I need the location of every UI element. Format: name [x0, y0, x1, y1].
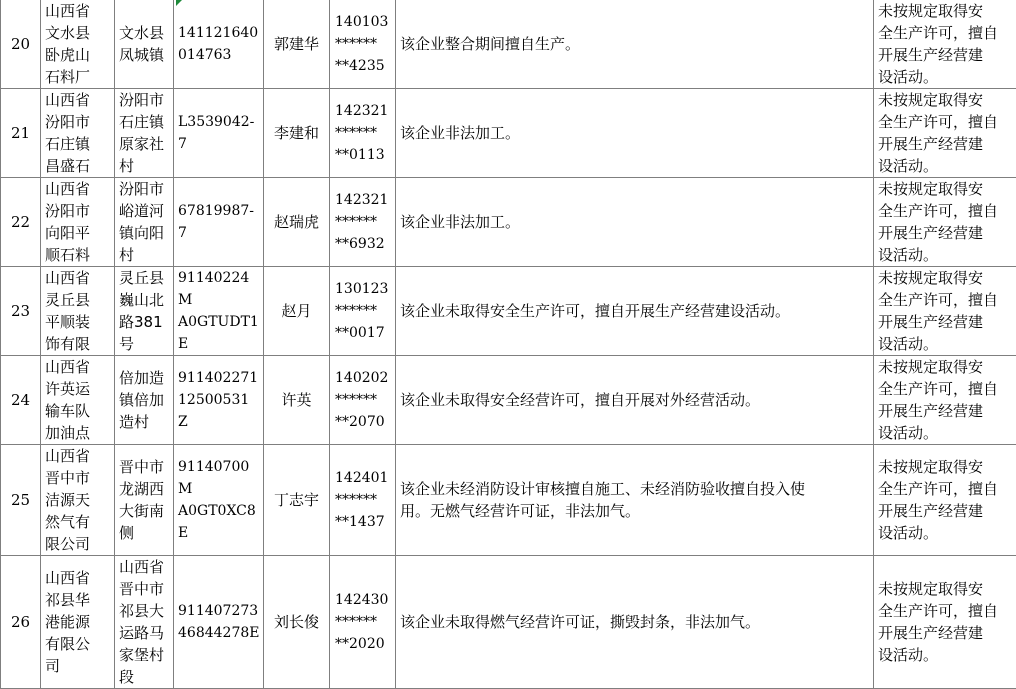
address-line: 村	[119, 244, 173, 266]
credit-code-line: 7	[178, 222, 263, 244]
row-number-cell[interactable]: 25	[1, 445, 41, 556]
violation-basis-line: 全生产许可，擅自	[878, 478, 1016, 500]
table-row	[1, 556, 1016, 689]
credit-code-line: 46844278E	[178, 622, 263, 644]
cell-comment-marker-icon	[176, 0, 182, 6]
violation-fact-cell[interactable]	[396, 178, 874, 267]
violation-basis-line: 未按规定取得安	[878, 89, 1016, 111]
address-line: 祁县大	[119, 600, 173, 622]
company-name-line: 限公司	[45, 533, 114, 555]
address-cell[interactable]	[115, 0, 174, 89]
id-number-line: **2070	[335, 411, 395, 433]
violation-basis-line: 开展生产经营建	[878, 222, 1016, 244]
address-cell[interactable]	[115, 356, 174, 445]
id-number-line: ******	[335, 489, 395, 511]
credit-code-line: L3539042-	[178, 111, 263, 133]
company-name-line: 山西省	[45, 356, 114, 378]
address-line: 镇倍加	[119, 389, 173, 411]
company-name-line: 卧虎山	[45, 44, 114, 66]
address-cell[interactable]	[115, 178, 174, 267]
company-name-cell[interactable]	[41, 267, 115, 356]
company-name-line: 许英运	[45, 378, 114, 400]
id-number-line: 130123	[335, 278, 395, 300]
id-number-line: 140202	[335, 367, 395, 389]
violation-fact-line: 该企业未经消防设计审核擅自施工、未经消防验收擅自投入使	[400, 478, 870, 500]
credit-code-cell[interactable]	[174, 556, 264, 689]
legal-person-cell[interactable]: 李建和	[264, 89, 330, 178]
credit-code-line: 7	[178, 133, 263, 155]
id-number-cell[interactable]	[330, 267, 396, 356]
address-line: 晋中市	[119, 578, 173, 600]
violation-basis-line: 未按规定取得安	[878, 356, 1016, 378]
credit-code-cell[interactable]	[174, 178, 264, 267]
violation-basis-cell[interactable]	[874, 556, 1016, 689]
violation-basis-line: 全生产许可，擅自	[878, 378, 1016, 400]
id-number-cell[interactable]	[330, 89, 396, 178]
address-line: 晋中市	[119, 456, 173, 478]
company-name-line: 灵丘县	[45, 289, 114, 311]
company-name-line: 山西省	[45, 567, 114, 589]
company-name-line: 山西省	[45, 0, 114, 22]
address-line: 大街南	[119, 500, 173, 522]
company-name-line: 晋中市	[45, 467, 114, 489]
violation-basis-line: 开展生产经营建	[878, 622, 1016, 644]
id-number-line: 142401	[335, 467, 395, 489]
violation-basis-cell[interactable]	[874, 0, 1016, 89]
company-name-cell[interactable]	[41, 556, 115, 689]
address-cell[interactable]	[115, 89, 174, 178]
violation-basis-line: 开展生产经营建	[878, 133, 1016, 155]
company-name-line: 输车队	[45, 400, 114, 422]
company-name-line: 司	[45, 655, 114, 677]
address-line: 巍山北	[119, 289, 173, 311]
table-row	[1, 0, 1016, 89]
violation-basis-line: 全生产许可，擅自	[878, 22, 1016, 44]
id-number-line: 142321	[335, 100, 395, 122]
violation-fact-cell[interactable]	[396, 445, 874, 556]
address-line: 镇向阳	[119, 222, 173, 244]
company-name-cell[interactable]	[41, 0, 115, 89]
address-cell[interactable]	[115, 556, 174, 689]
credit-code-line: 911407273	[178, 600, 263, 622]
address-line: 汾阳市	[119, 89, 173, 111]
row-number-cell[interactable]: 23	[1, 267, 41, 356]
address-line: 汾阳市	[119, 178, 173, 200]
company-name-line: 汾阳市	[45, 111, 114, 133]
violation-basis-line: 设活动。	[878, 522, 1016, 544]
company-name-line: 祁县华	[45, 589, 114, 611]
violation-basis-line: 设活动。	[878, 333, 1016, 355]
credit-code-cell[interactable]	[174, 356, 264, 445]
address-cell[interactable]	[115, 445, 174, 556]
company-name-cell[interactable]	[41, 445, 115, 556]
address-line: 凤城镇	[119, 44, 173, 66]
address-line: 侧	[119, 522, 173, 544]
id-number-line: ******	[335, 300, 395, 322]
id-number-cell[interactable]	[330, 356, 396, 445]
address-line: 段	[119, 666, 173, 688]
violation-fact-text: 该企业未取得安全生产许可，擅自开展生产经营建设活动。	[400, 300, 870, 322]
id-number-line: **0017	[335, 322, 395, 344]
credit-code-line: 141121640	[178, 22, 263, 44]
id-number-line: 140103	[335, 11, 395, 33]
violation-basis-line: 设活动。	[878, 155, 1016, 177]
company-name-line: 向阳平	[45, 222, 114, 244]
table-row	[1, 89, 1016, 178]
id-number-line: **4235	[335, 55, 395, 77]
violation-basis-line: 设活动。	[878, 66, 1016, 88]
violation-basis-line: 未按规定取得安	[878, 0, 1016, 22]
company-name-line: 石庄镇	[45, 133, 114, 155]
table-row	[1, 445, 1016, 556]
violation-basis-line: 未按规定取得安	[878, 578, 1016, 600]
address-line: 原家社	[119, 133, 173, 155]
company-name-line: 文水县	[45, 22, 114, 44]
id-number-cell[interactable]	[330, 178, 396, 267]
violation-basis-line: 设活动。	[878, 422, 1016, 444]
row-number-cell[interactable]: 21	[1, 89, 41, 178]
address-line: 峪道河	[119, 200, 173, 222]
address-line: 运路马	[119, 622, 173, 644]
id-number-line: ******	[335, 33, 395, 55]
address-line: 文水县	[119, 22, 173, 44]
violation-fact-text: 该企业非法加工。	[400, 122, 870, 144]
credit-code-cell[interactable]	[174, 89, 264, 178]
company-name-cell[interactable]	[41, 89, 115, 178]
violation-fact-text: 该企业未取得安全经营许可，擅自开展对外经营活动。	[400, 389, 870, 411]
violation-basis-cell[interactable]	[874, 267, 1016, 356]
legal-person-cell[interactable]: 郭建华	[264, 0, 330, 89]
address-line: 山西省	[119, 556, 173, 578]
address-line: 号	[119, 333, 173, 355]
credit-code-line: 12500531	[178, 389, 263, 411]
violation-basis-line: 全生产许可，擅自	[878, 600, 1016, 622]
company-name-line: 平顺装	[45, 311, 114, 333]
company-name-cell[interactable]	[41, 178, 115, 267]
violation-basis-line: 全生产许可，擅自	[878, 289, 1016, 311]
violation-fact-text: 该企业整合期间擅自生产。	[400, 33, 870, 55]
company-name-line: 顺石料	[45, 244, 114, 266]
violation-basis-cell[interactable]	[874, 178, 1016, 267]
id-number-line: ******	[335, 611, 395, 633]
violation-fact-line: 用。无燃气经营许可证，非法加气。	[400, 500, 870, 522]
company-name-cell[interactable]	[41, 356, 115, 445]
company-name-line: 港能源	[45, 611, 114, 633]
company-name-line: 山西省	[45, 89, 114, 111]
row-number-cell[interactable]: 22	[1, 178, 41, 267]
id-number-line: 142430	[335, 589, 395, 611]
id-number-cell[interactable]	[330, 556, 396, 689]
id-number-cell[interactable]	[330, 0, 396, 89]
credit-code-line: Z	[178, 411, 263, 433]
credit-code-cell[interactable]	[174, 0, 264, 89]
row-number-cell[interactable]: 20	[1, 0, 41, 89]
row-number-cell[interactable]: 26	[1, 556, 41, 689]
id-number-cell[interactable]	[330, 445, 396, 556]
violation-basis-cell[interactable]	[874, 356, 1016, 445]
violation-basis-line: 全生产许可，擅自	[878, 111, 1016, 133]
company-name-line: 洁源天	[45, 489, 114, 511]
credit-code-cell[interactable]	[174, 445, 264, 556]
company-name-line: 加油点	[45, 422, 114, 444]
violation-fact-text: 该企业未取得燃气经营许可证，撕毁封条，非法加气。	[400, 611, 870, 633]
id-number-line: **6932	[335, 233, 395, 255]
violation-basis-cell[interactable]	[874, 89, 1016, 178]
violation-fact-cell[interactable]	[396, 267, 874, 356]
violation-fact-cell[interactable]	[396, 356, 874, 445]
company-name-line: 有限公	[45, 633, 114, 655]
credit-code-line: A0GT0XC8E	[178, 500, 263, 544]
violation-basis-line: 开展生产经营建	[878, 44, 1016, 66]
credit-code-line: A0GTUDT1E	[178, 311, 263, 355]
violation-basis-line: 未按规定取得安	[878, 267, 1016, 289]
table-row	[1, 178, 1016, 267]
credit-code-line: 67819987-	[178, 200, 263, 222]
credit-code-line: 014763	[178, 44, 263, 66]
violation-basis-line: 未按规定取得安	[878, 456, 1016, 478]
legal-person-cell[interactable]: 丁志宇	[264, 445, 330, 556]
credit-code-line: 911402271	[178, 367, 263, 389]
violation-fact-cell[interactable]	[396, 556, 874, 689]
company-name-line: 昌盛石	[45, 155, 114, 177]
id-number-line: ******	[335, 122, 395, 144]
id-number-line: ******	[335, 389, 395, 411]
legal-person-cell[interactable]: 赵瑞虎	[264, 178, 330, 267]
violation-fact-cell[interactable]	[396, 0, 874, 89]
legal-person-cell[interactable]: 刘长俊	[264, 556, 330, 689]
violation-basis-line: 开展生产经营建	[878, 400, 1016, 422]
company-name-line: 山西省	[45, 178, 114, 200]
company-name-line: 山西省	[45, 445, 114, 467]
address-line: 造村	[119, 411, 173, 433]
id-number-line: **0113	[335, 144, 395, 166]
violation-basis-line: 设活动。	[878, 244, 1016, 266]
id-number-line: **1437	[335, 511, 395, 533]
violation-basis-line: 设活动。	[878, 644, 1016, 666]
address-line: 家堡村	[119, 644, 173, 666]
credit-code-cell[interactable]	[174, 267, 264, 356]
violation-basis-line: 未按规定取得安	[878, 178, 1016, 200]
credit-code-line: 91140224M	[178, 267, 263, 311]
credit-code-line: 91140700M	[178, 456, 263, 500]
company-name-line: 山西省	[45, 267, 114, 289]
violation-fact-cell[interactable]	[396, 89, 874, 178]
id-number-line: ******	[335, 211, 395, 233]
violation-fact-text: 该企业非法加工。	[400, 211, 870, 233]
address-line: 灵丘县	[119, 267, 173, 289]
address-line: 石庄镇	[119, 111, 173, 133]
violation-basis-line: 开展生产经营建	[878, 311, 1016, 333]
violation-basis-line: 全生产许可，擅自	[878, 200, 1016, 222]
address-line: 村	[119, 155, 173, 177]
company-name-line: 石料厂	[45, 66, 114, 88]
id-number-line: **2020	[335, 633, 395, 655]
table-row	[1, 356, 1016, 445]
violation-basis-cell[interactable]	[874, 445, 1016, 556]
violation-basis-line: 开展生产经营建	[878, 500, 1016, 522]
legal-person-cell[interactable]: 赵月	[264, 267, 330, 356]
id-number-line: 142321	[335, 189, 395, 211]
legal-person-cell[interactable]: 许英	[264, 356, 330, 445]
company-name-line: 汾阳市	[45, 200, 114, 222]
address-line: 路381	[119, 311, 173, 333]
address-line: 倍加造	[119, 367, 173, 389]
address-line: 龙湖西	[119, 478, 173, 500]
address-cell[interactable]	[115, 267, 174, 356]
row-number-cell[interactable]: 24	[1, 356, 41, 445]
company-name-line: 然气有	[45, 511, 114, 533]
table-row	[1, 267, 1016, 356]
company-name-line: 饰有限	[45, 333, 114, 355]
